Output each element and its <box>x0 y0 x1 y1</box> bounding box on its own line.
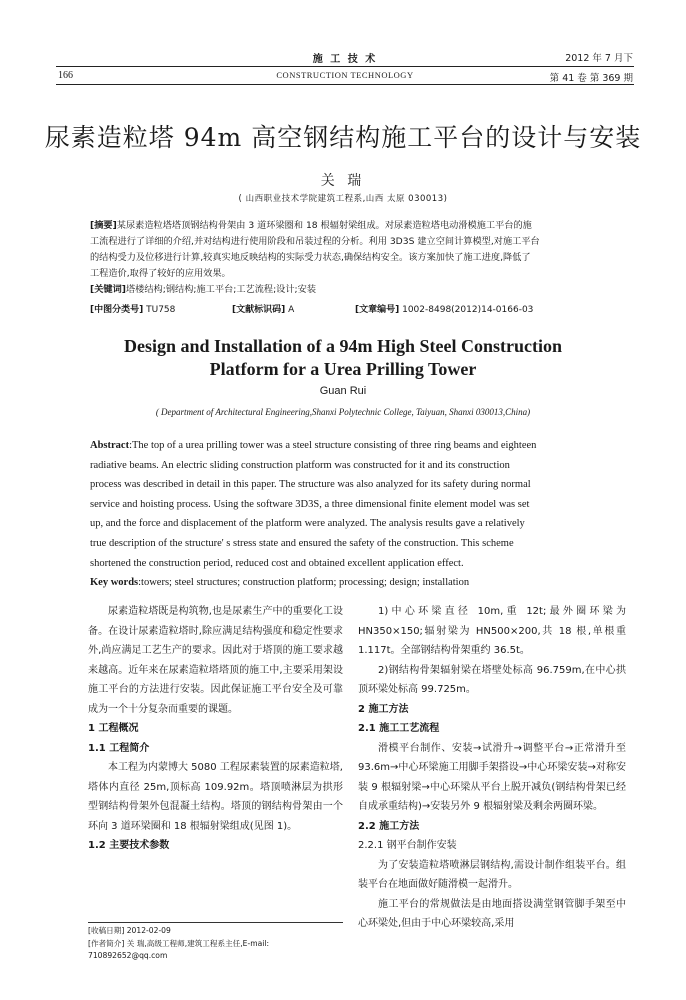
subsection-heading: 1.1 工程简介 <box>88 742 150 754</box>
subsection-heading: 2.2 施工方法 <box>358 820 420 832</box>
abstract-en: Abstract:The top of a urea prilling tower was a steel structure consisting of three ring beams and eighteen radiative beams. An electric sliding construction platform was constructed for it and its construction process was described in detail in this paper. The structure was also analyzed for its safety during normal service and hoisting process. Using the software 3D3S, a three dimensional finite element model was set up, and the force and displacement of the platform were analyzed. The analysis results gave a relatively true description of the structure' s stress state and ensured the safety of the construction. This scheme shortened the construction period, reduced cost and obtained excellent application effect. Key words:towers; steel structures; construction platform; processing; design; installation <box>90 436 630 593</box>
abstract-en-line: shortened the construction period, reduced cost and obtained excellent application effect. <box>90 557 464 569</box>
body-paragraph: 施工平台的常规做法是由地面搭设满堂钢管脚手架至中心环梁处,但由于中心环梁较高,采用 <box>358 898 626 929</box>
article-number: [文章编号] 1002-8498(2012)14-0166-03 <box>355 305 534 315</box>
keywords-cn-text: 塔楼结构;钢结构;施工平台;工艺流程;设计;安装 <box>125 284 317 295</box>
abstract-cn-line: 工流程进行了详细的介绍,并对结构进行使用阶段和吊装过程的分析。利用 3D3S 建立空间计算模型,对施工平台 <box>90 236 540 247</box>
abstract-en-line: service and hoisting process. Using the software 3D3S, a three dimensional finite element model was set <box>90 498 530 510</box>
abstract-en-line: true description of the structure' s stress state and ensured the safety of the construction. This scheme <box>90 537 514 549</box>
footnote-rule <box>88 922 343 923</box>
keywords-en <box>90 573 630 593</box>
intro-paragraph: 尿素造粒塔既是构筑物,也是尿素生产中的重要化工设备。在设计尿素造粒塔时,除应满足结构强度和稳定性要求外,尚应满足工艺生产的要求。因此对于塔顶的施工要求越来越高。近年来在尿素造粒塔塔顶的施工中,主要采用架设施工平台的方法进行安装。因此保证施工平台安全及可靠成为一个十分复杂而重要的课题。 <box>88 606 343 715</box>
subsubsection-heading: 2.2.1 钢平台制作安装 <box>358 840 457 851</box>
subsection-heading: 1.2 主要技术参数 <box>88 840 170 851</box>
body-paragraph: 滑模平台制作、安装→试滑升→调整平台→正常滑升至 93.6m→中心环梁施工用脚手架搭设→中心环梁安装→对称安装 9 根辐射梁→中心环梁从平台上脱开减负(钢结构骨架已经自成承重结构)→安装另外 9 根辐射梁及剩余两圈环梁。 <box>358 742 626 812</box>
author-en: Guan Rui <box>319 385 367 397</box>
body-paragraph: 1)中心环梁直径 10m,重 12t;最外圈环梁为 HN350×150;辐射梁为 HN500×200,共 18 根,单根重 1.117t。全部钢结构骨架重约 36.5t。 <box>358 606 626 656</box>
keywords-en-text: :towers; steel structures; construction platform; processing; design; installation <box>138 577 470 589</box>
footnote-email: 710892652@qq.com <box>88 951 168 960</box>
issue-volume: 第 41 卷 第 369 期 <box>549 73 633 84</box>
page-number: 166 <box>58 70 73 81</box>
abstract-cn-line: 的结构受力及位移进行计算,较真实地反映结构的实际受力状态,确保结构安全。该方案加快了施工进度,降低了 <box>90 252 531 263</box>
footnote-received: [收稿日期] 2012-02-09 <box>88 926 171 935</box>
clc-number: [中图分类号] TU758 <box>90 305 176 315</box>
abstract-en-line: radiative beams. An electric sliding construction platform was constructed for it and its construction <box>90 459 510 471</box>
abstract-en-label: Abstract <box>90 440 130 451</box>
header-rule-bottom <box>56 84 634 85</box>
affiliation-en: ( Department of Architectural Engineering,Shanxi Polytechnic College, Taiyuan, Shanxi 030013,China) <box>155 407 531 417</box>
footnote-author: [作者简介] 关 瑞,高级工程师,建筑工程系主任,E-mail: <box>88 938 270 948</box>
abstract-cn-line: 工程造价,取得了较好的应用效果。 <box>90 268 231 279</box>
author-cn: 关 瑞 <box>320 173 366 189</box>
abstract-cn-label: [摘要] <box>90 220 117 231</box>
title-en-line: Platform for a Urea Prilling Tower <box>209 359 477 379</box>
subsection-heading: 2.1 施工工艺流程 <box>358 723 440 734</box>
abstract-cn <box>90 218 625 298</box>
abstract-cn-line: 某尿素造粒塔塔顶钢结构骨架由 3 道环梁圈和 18 根辐射梁组成。对尿素造粒塔电动滑模施工平台的施 <box>116 220 532 231</box>
footnote <box>88 925 343 963</box>
right-column <box>358 602 626 934</box>
document-code: [文献标识码] A <box>232 305 295 315</box>
issue-date: 2012 年 7 月下 <box>565 53 633 64</box>
header-rule-top <box>56 66 634 67</box>
article-title-en <box>60 335 626 381</box>
keywords-en-label: Key words <box>90 577 139 589</box>
body-paragraph: 为了安装造粒塔喷淋层钢结构,需设计制作组装平台。组装平台在地面做好随滑模一起滑升。 <box>358 859 626 890</box>
body-paragraph: 本工程为内蒙博大 5080 工程尿素装置的尿素造粒塔,塔体内直径 25m,顶标高 109.92m。塔顶喷淋层为拱形型钢结构骨架外包混凝土结构。塔顶的钢结构骨架由一个环向 3 道环梁圈和 18 根辐射梁组成(见图 1)。 <box>88 762 343 832</box>
journal-name-cn: 施 工 技 术 <box>312 54 378 65</box>
body-paragraph: 2)钢结构骨架辐射梁在塔壁处标高 96.759m,在中心拱顶环梁处标高 99.725m。 <box>358 664 626 695</box>
article-title-cn: 尿素造粒塔 94m 高空钢结构施工平台的设计与安装 <box>44 123 642 152</box>
title-en-line: Design and Installation of a 94m High Steel Construction <box>123 336 563 356</box>
keywords-cn <box>90 282 625 298</box>
section-heading: 1 工程概况 <box>88 723 139 734</box>
abstract-en-line: process was described in detail in this paper. The structure was also analyzed for its safety during normal <box>90 479 531 491</box>
affiliation-cn: ( 山西职业技术学院建筑工程系,山西 太原 030013) <box>238 194 448 204</box>
abstract-en-line: up, and the force and displacement of the platform were analyzed. The analysis results gave a relatively <box>90 518 525 530</box>
section-heading: 2 施工方法 <box>358 703 409 715</box>
left-column <box>88 602 343 856</box>
keywords-cn-label: [关键词] <box>90 284 126 295</box>
journal-name-en: CONSTRUCTION TECHNOLOGY <box>276 70 414 80</box>
